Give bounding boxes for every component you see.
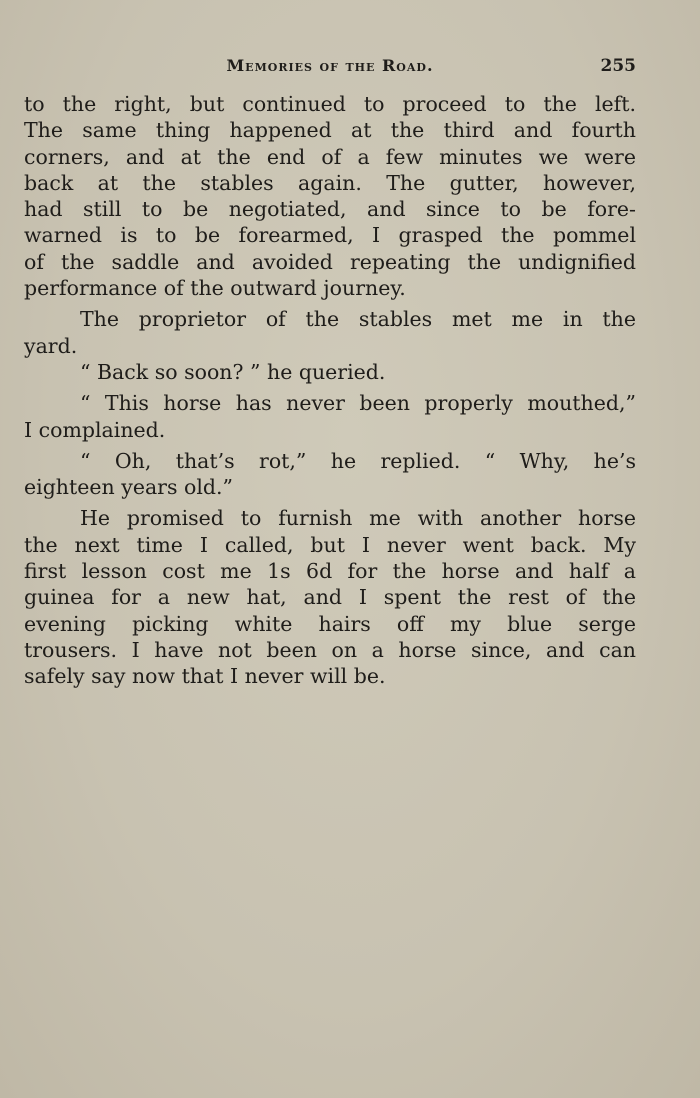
text-line: I complained. (24, 417, 166, 442)
paragraph (24, 390, 636, 443)
paragraph (24, 306, 636, 359)
text-line: “ Back so soon? ” he queried. (80, 359, 386, 384)
text-line: He promised to furnish me with another horse (80, 506, 636, 531)
text-line: evening picking white hairs off my blue serge (24, 611, 636, 636)
text-line: performance of the outward journey. (24, 276, 406, 301)
running-head (24, 54, 636, 78)
text-line: The proprietor of the stables met me in the (80, 307, 636, 332)
text-line: to the right, but continued to proceed to the left. (24, 92, 636, 116)
paragraph (24, 359, 636, 385)
text-line: “ This horse has never been properly mouthed,” (80, 391, 636, 416)
text-line: “ Oh, that’s rot,” he replied. “ Why, he’s (80, 448, 636, 473)
text-line: corners, and at the end of a few minutes we were (24, 144, 636, 169)
text-line: guinea for a new hat, and I spent the rest of the (24, 585, 636, 610)
text-line: The same thing happened at the third and fourth (24, 118, 636, 143)
text-line: trousers. I have not been on a horse since, and can (24, 637, 636, 662)
text-line: yard. (24, 333, 78, 358)
text-line: warned is to be forearmed, I grasped the pommel (24, 223, 636, 248)
text-line: the next time I called, but I never went back. My (24, 532, 636, 557)
body-text (24, 91, 636, 690)
running-title: Memories of the Road. (226, 56, 434, 75)
paragraph (24, 91, 636, 301)
text-line: of the saddle and avoided repeating the undignified (24, 249, 636, 274)
text-line: safely say now that I never will be. (24, 664, 386, 689)
text-line: had still to be negotiated, and since to be fore- (24, 197, 636, 222)
text-line: first lesson cost me 1s 6d for the horse and half a (24, 559, 636, 584)
paragraph (24, 505, 636, 689)
text-line: back at the stables again. The gutter, however, (24, 170, 636, 195)
page-number: 255 (600, 56, 636, 76)
text-line: eighteen years old.” (24, 475, 234, 500)
paragraph (24, 448, 636, 501)
